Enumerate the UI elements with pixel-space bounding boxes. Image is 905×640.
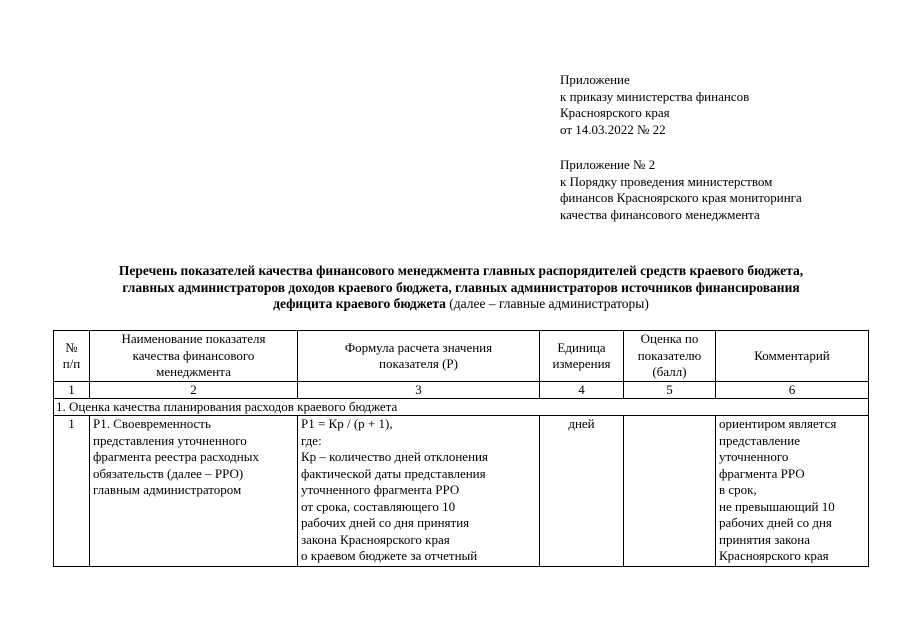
indicator-name-cell xyxy=(90,416,298,567)
title-line: Перечень показателей качества финансового менеджмента главных распорядителей средств краевого бюджета, xyxy=(118,263,804,278)
score-cell xyxy=(624,416,716,567)
cell-line: Р1. Своевременность xyxy=(93,416,211,431)
cell-line: не превышающий 10 xyxy=(719,498,835,514)
cell-line: фрагмента РРО xyxy=(719,465,805,481)
cell-line: фактической даты представления xyxy=(301,465,486,481)
appendix-order-block xyxy=(560,72,890,138)
column-number: 2 xyxy=(90,382,298,399)
unit-cell: дней xyxy=(540,416,624,567)
section-row xyxy=(54,399,869,416)
header-line: Оценка по xyxy=(640,331,699,347)
cell-line: рабочих дней со дня xyxy=(719,515,832,530)
appendix-line: к Порядку проведения министерством xyxy=(560,173,773,189)
header-line: показателя (Р) xyxy=(379,356,458,371)
column-number: 1 xyxy=(54,382,90,399)
cell-line: главным администратором xyxy=(93,482,242,497)
header-line: Единица xyxy=(557,339,606,355)
column-number-row xyxy=(54,382,869,399)
section-title: 1. Оценка качества планирования расходов краевого бюджета xyxy=(54,399,869,416)
table-header-row xyxy=(54,331,869,382)
cell-line: представление xyxy=(719,432,800,448)
cell-line: Р1 = Кр / (р + 1), xyxy=(301,416,393,431)
cell-line: представления уточненного xyxy=(93,432,247,448)
table-row xyxy=(54,416,869,567)
appendix-procedure-block xyxy=(560,157,890,223)
appendix-line: Приложение xyxy=(560,72,630,87)
header-line: Комментарий xyxy=(754,347,830,363)
indicators-table xyxy=(53,330,869,567)
header-comment xyxy=(716,331,869,382)
title-bold-tail: дефицита краевого бюджета xyxy=(273,296,446,311)
appendix-line: качества финансового менеджмента xyxy=(560,206,760,222)
cell-line: Кр – количество дней отклонения xyxy=(301,449,488,464)
cell-line: в срок, xyxy=(719,482,757,497)
header-line: показателю xyxy=(637,347,702,363)
column-number: 6 xyxy=(716,382,869,399)
cell-line: уточненного фрагмента РРО xyxy=(301,482,460,497)
appendix-line: к приказу министерства финансов xyxy=(560,88,750,104)
header-line: качества финансового xyxy=(132,347,255,363)
column-number: 4 xyxy=(540,382,624,399)
header-line: п/п xyxy=(62,356,81,371)
cell-line: где: xyxy=(301,432,322,448)
header-score xyxy=(624,331,716,382)
header-line: Наименование показателя xyxy=(121,331,266,347)
header-number xyxy=(54,331,90,382)
title-line: главных администраторов доходов краевого бюджета, главных администраторов источников финансирования xyxy=(122,279,800,295)
header-line: менеджмента xyxy=(156,364,231,380)
cell-line: фрагмента реестра расходных xyxy=(93,449,259,464)
column-number: 3 xyxy=(298,382,540,399)
cell-line: уточненного xyxy=(719,449,789,464)
cell-line: от срока, составляющего 10 xyxy=(301,498,456,514)
cell-line: обязательств (далее – РРО) xyxy=(93,465,244,481)
document-title xyxy=(52,263,870,313)
header-line: № xyxy=(65,339,78,355)
appendix-line: финансов Красноярского края мониторинга xyxy=(560,190,802,205)
column-number: 5 xyxy=(624,382,716,399)
header-formula xyxy=(298,331,540,382)
appendix-line: Приложение № 2 xyxy=(560,157,656,172)
cell-line: ориентиром является xyxy=(719,416,837,431)
header-line: измерения xyxy=(552,356,611,371)
cell-line: о краевом бюджете за отчетный xyxy=(301,548,478,563)
formula-cell xyxy=(298,416,540,567)
title-normal-tail: (далее – главные администраторы) xyxy=(445,296,649,311)
appendix-line: Красноярского края xyxy=(560,105,670,120)
header-unit xyxy=(540,331,624,382)
cell-line: рабочих дней со дня принятия xyxy=(301,515,470,530)
cell-line: принятия закона xyxy=(719,531,811,547)
header-line: (балл) xyxy=(652,364,687,380)
row-number: 1 xyxy=(54,416,90,567)
cell-line: Красноярского края xyxy=(719,548,829,563)
comment-cell xyxy=(716,416,869,567)
cell-line: закона Красноярского края xyxy=(301,531,450,547)
title-line-last xyxy=(52,296,870,313)
header-indicator-name xyxy=(90,331,298,382)
appendix-line: от 14.03.2022 № 22 xyxy=(560,121,666,137)
header-line: Формула расчета значения xyxy=(344,339,493,355)
